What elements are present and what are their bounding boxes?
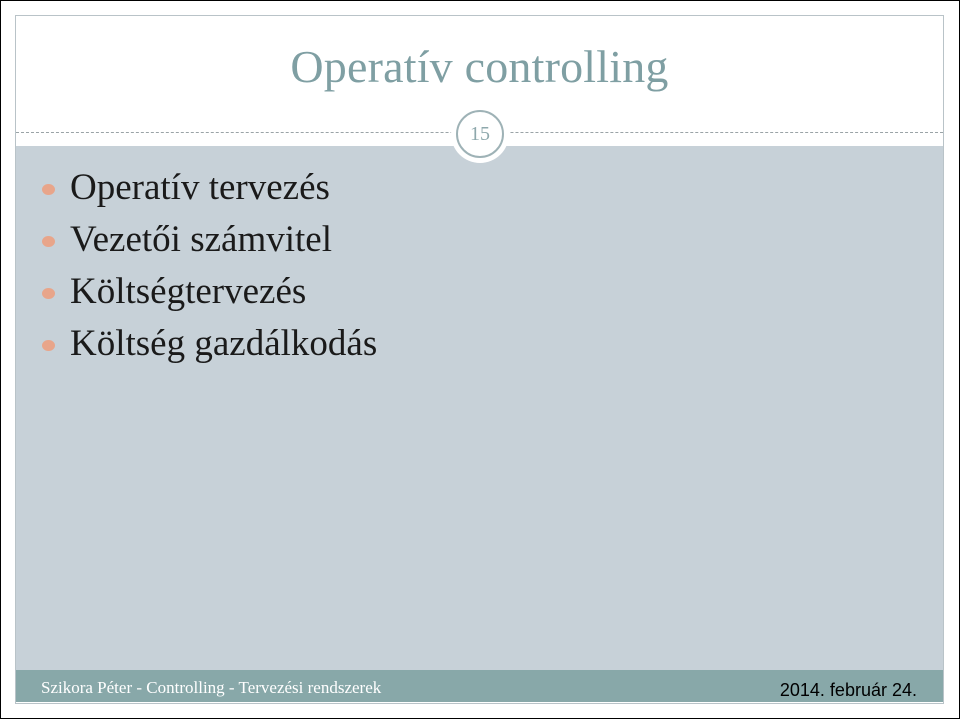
slide-title: Operatív controlling	[290, 41, 669, 92]
bullet-dot-icon	[42, 184, 55, 195]
page-number: 15	[456, 110, 504, 158]
bullet-item	[42, 270, 377, 322]
bullet-dot-icon	[42, 236, 55, 247]
bullet-dot-icon	[42, 340, 55, 351]
bullet-dot-icon	[42, 288, 55, 299]
bullet-text: Költség gazdálkodás	[70, 323, 378, 364]
bullet-text: Operatív tervezés	[70, 167, 330, 208]
bullet-list	[42, 166, 377, 374]
footer-date: 2014. február 24.	[779, 680, 917, 700]
bullet-item	[42, 322, 377, 374]
footer-author-text: Szikora Péter - Controlling - Tervezési rendszerek	[41, 678, 382, 697]
bullet-text: Költségtervezés	[70, 271, 307, 312]
bullet-text: Vezetői számvitel	[70, 219, 332, 260]
bullet-item	[42, 218, 377, 270]
bullet-item	[42, 166, 377, 218]
